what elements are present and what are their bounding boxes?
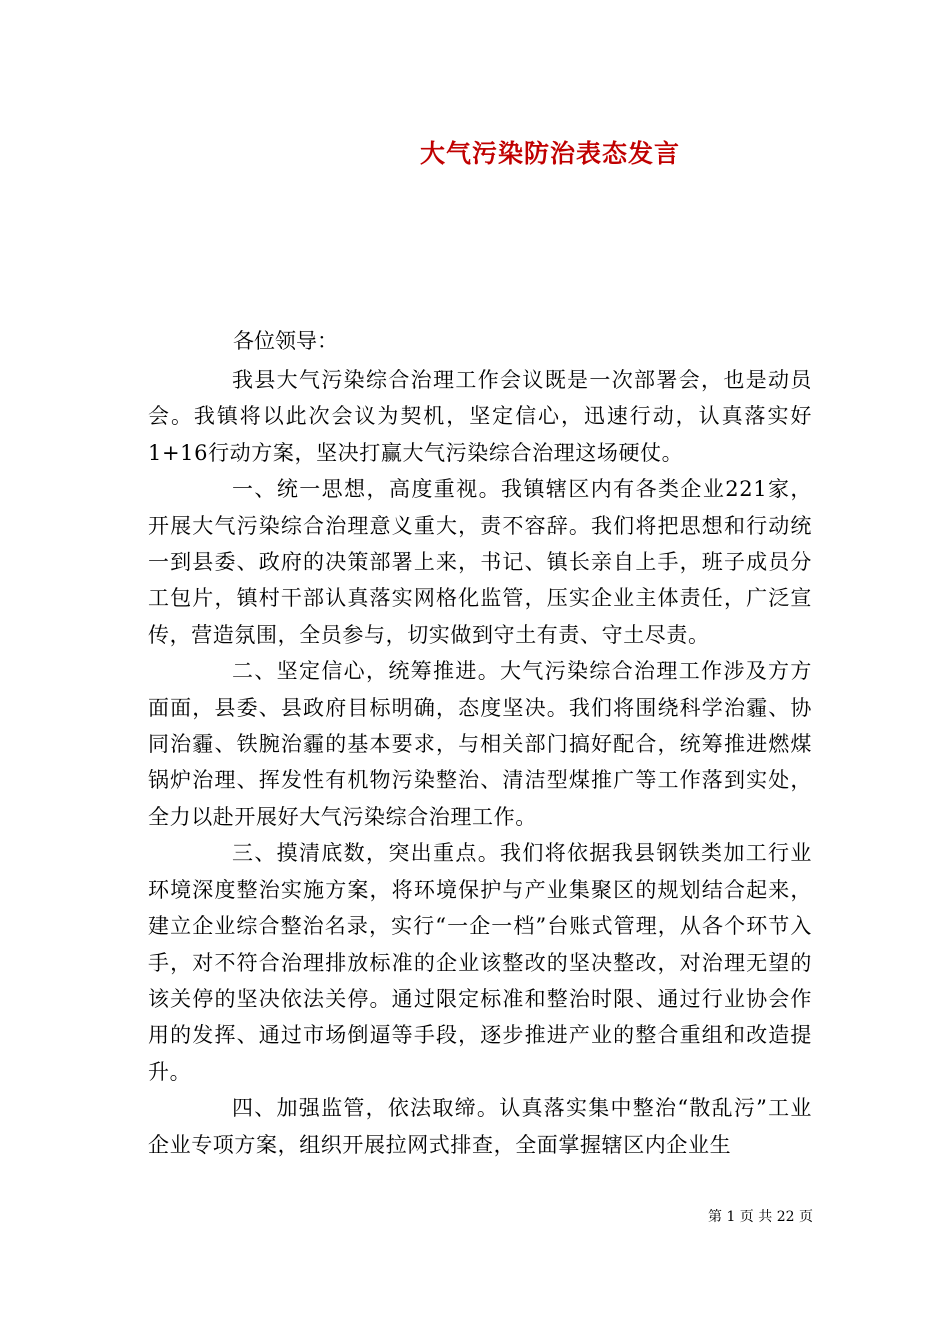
document-body [148, 362, 812, 1163]
page-footer: 第 1 页 共 22 页 [708, 1209, 813, 1225]
document-title: 大气污染防治表态发言 [419, 139, 680, 168]
paragraph-4: 四、加强监管，依法取缔。认真落实集中整治“散乱污”工业企业专项方案，组织开展拉网式排查，全面掌握辖区内企业生 [148, 1096, 812, 1157]
paragraph-1: 一、统一思想，高度重视。我镇辖区内有各类企业221家，开展大气污染综合治理意义重大，责不容辞。我们将把思想和行动统一到县委、政府的决策部署上来，书记、镇长亲自上手，班子成员分工包片，镇村干部认真落实网格化监管，压实企业主体责任，广泛宣传，营造氛围，全员参与，切实做到守土有责、守土尽责。 [148, 477, 812, 647]
paragraph-2: 二、坚定信心，统筹推进。大气污染综合治理工作涉及方方面面，县委、县政府目标明确，态度坚决。我们将围绕科学治霾、协同治霾、铁腕治霾的基本要求，与相关部门搞好配合，统筹推进燃煤锅炉治理、挥发性有机物污染整治、清洁型煤推广等工作落到实处，全力以赴开展好大气污染综合治理工作。 [148, 659, 812, 829]
paragraph-3: 三、摸清底数，突出重点。我们将依据我县钢铁类加工行业环境深度整治实施方案，将环境保护与产业集聚区的规划结合起来，建立企业综合整治名录，实行“一企一档”台账式管理，从各个环节入手，对不符合治理排放标准的企业该整改的坚决整改，对治理无望的该关停的坚决依法关停。通过限定标准和整治时限、通过行业协会作用的发挥、通过市场倒逼等手段，逐步推进产业的整合重组和改造提升。 [148, 841, 812, 1084]
paragraph-intro: 我县大气污染综合治理工作会议既是一次部署会，也是动员会。我镇将以此次会议为契机，坚定信心，迅速行动，认真落实好1+16行动方案，坚决打赢大气污染综合治理这场硬仗。 [148, 368, 812, 465]
salutation: 各位领导： [233, 329, 338, 353]
